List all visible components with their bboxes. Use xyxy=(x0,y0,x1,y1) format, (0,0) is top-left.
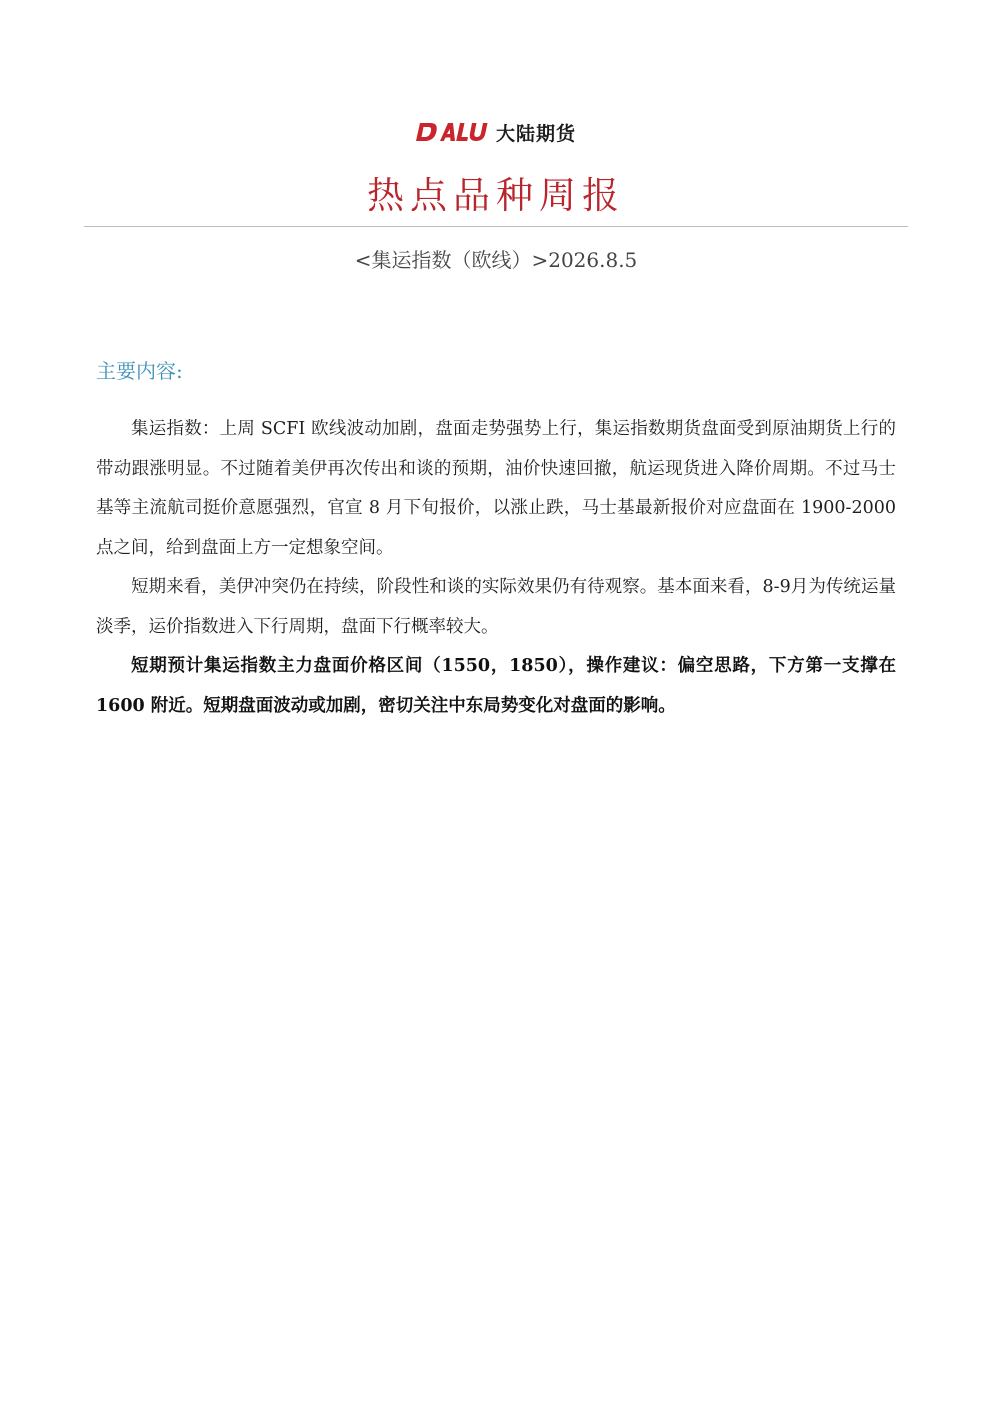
section-heading: 主要内容: xyxy=(96,359,183,383)
logo-text: 大陆期货 xyxy=(495,122,576,145)
company-logo xyxy=(0,118,992,146)
title-divider xyxy=(84,226,908,227)
report-title: 热点品种周报 xyxy=(367,174,625,217)
dalu-logo-icon xyxy=(416,120,490,144)
paragraph-short-term-outlook: 短期来看，美伊冲突仍在持续，阶段性和谈的实际效果仍有待观察。基本面来看，8-9月为传统运量淡季，运价指数进入下行周期，盘面下行概率较大。 xyxy=(96,577,896,637)
report-body xyxy=(96,410,896,726)
report-subtitle: <集运指数（欧线）>2026.8.5 xyxy=(354,248,638,272)
paragraph-market-review: 集运指数：上周 SCFI 欧线波动加剧，盘面走势强势上行，集运指数期货盘面受到原油期货上行的带动跟涨明显。不过随着美伊再次传出和谈的预期，油价快速回撤，航运现货进入降价周期。不过马士基等主流航司挺价意愿强烈，官宣 8 月下旬报价，以涨止跌，马士基最新报价对应盘面在 1900-2000 点之间，给到盘面上方一定想象空间。 xyxy=(96,419,896,558)
paragraph-trading-advice: 短期预计集运指数主力盘面价格区间（1550，1850），操作建议：偏空思路，下方第一支撑在 1600 附近。短期盘面波动或加剧，密切关注中东局势变化对盘面的影响。 xyxy=(96,656,896,716)
